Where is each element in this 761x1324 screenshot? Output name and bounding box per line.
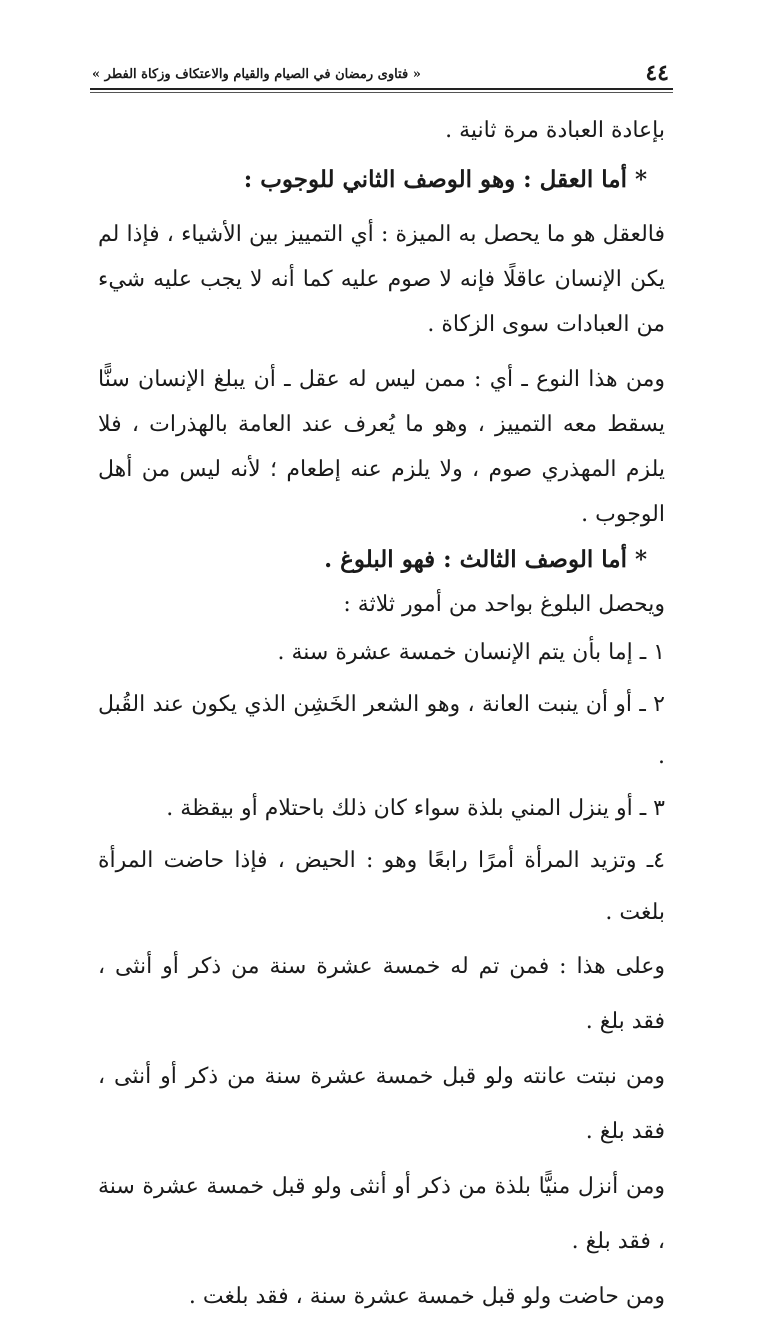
- heading-puberty: * أما الوصف الثالث : فهو البلوغ .: [324, 546, 647, 573]
- intro-line: بإعادة العبادة مرة ثانية .: [445, 118, 665, 143]
- closing-line: ومن نبتت عانته ولو قبل خمسة عشرة سنة من ذكر أو أنثى ، فقد بلغ .: [98, 1064, 665, 1144]
- page-header: [90, 56, 673, 86]
- paragraph-reason: فالعقل هو ما يحصل به الميزة : أي التمييز بين الأشياء ، فإذا لم يكن الإنسان عاقلًا فإنه لا صوم عليه كما أنه لا يجب عليه شيء من العبادات سوى الزكاة .: [98, 222, 665, 337]
- closing-line: وعلى هذا : فمن تم له خمسة عشرة سنة من ذكر أو أنثى ، فقد بلغ .: [98, 954, 665, 1034]
- list-item: ١ ـ إما بأن يتم الإنسان خمسة عشرة سنة .: [277, 640, 665, 665]
- running-title: « فتاوى رمضان في الصيام والقيام والاعتكاف وزكاة الفطر »: [92, 67, 421, 82]
- puberty-intro: ويحصل البلوغ بواحد من أمور ثلاثة :: [343, 592, 665, 617]
- heading-reason: * أما العقل : وهو الوصف الثاني للوجوب :: [243, 166, 647, 193]
- header-rule-thin: [90, 92, 673, 93]
- closing-line: ومن أنزل منيًّا بلذة من ذكر أو أنثى ولو قبل خمسة عشرة سنة ، فقد بلغ .: [98, 1174, 665, 1254]
- paragraph-senility: ومن هذا النوع ـ أي : ممن ليس له عقل ـ أن يبلغ الإنسان سنًّا يسقط معه التمييز ، وهو ما يُعرف عند العامة بالهذرات ، فلا يلزم المهذري صوم ، ولا يلزم عنه إطعام ؛ لأنه ليس من أهل الوجوب .: [98, 367, 665, 527]
- list-item: ٤ـ وتزيد المرأة أمرًا رابعًا وهو : الحيض ، فإذا حاضت المرأة بلغت .: [98, 848, 665, 925]
- page-body: [98, 108, 665, 1324]
- closing-line: ومن حاضت ولو قبل خمسة عشرة سنة ، فقد بلغت .: [188, 1284, 665, 1309]
- list-item: ٢ ـ أو أن ينبت العانة ، وهو الشعر الخَشِن الذي يكون عند القُبل .: [98, 692, 665, 769]
- list-item: ٣ ـ أو ينزل المني بلذة سواء كان ذلك باحتلام أو بيقظة .: [166, 796, 665, 821]
- page-number: ٤٤: [645, 60, 669, 86]
- header-rule: [90, 88, 673, 90]
